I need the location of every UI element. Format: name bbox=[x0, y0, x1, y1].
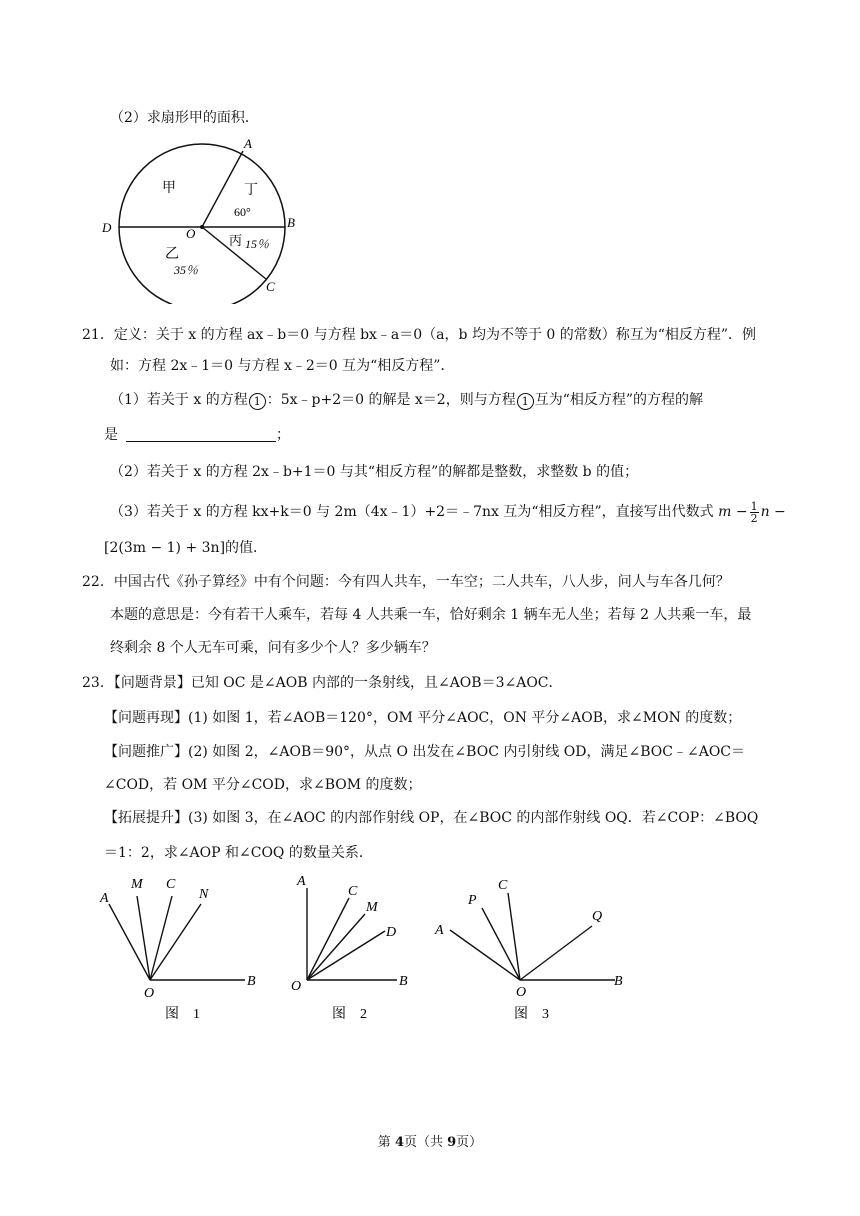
pie-label-c: C bbox=[266, 279, 275, 294]
fig2-label-a: A bbox=[297, 874, 306, 889]
fig3-caption: 图 3 bbox=[514, 1007, 549, 1022]
q21-l3b: ：5x﹣p+2＝0 的解是 x＝2，则与方程 bbox=[266, 392, 516, 408]
page-number: 4 bbox=[394, 1135, 404, 1150]
fig1-label-b: B bbox=[247, 974, 256, 989]
q21-line3 bbox=[110, 390, 703, 410]
pie-label-d: D bbox=[102, 220, 112, 235]
pie-label-ding-angle: 60° bbox=[234, 205, 251, 219]
fig2-label-b: B bbox=[399, 974, 408, 989]
pie-label-b: B bbox=[287, 215, 295, 230]
circled-one: 1 bbox=[517, 393, 534, 410]
figure-2 bbox=[285, 868, 435, 1028]
pie-label-a: A bbox=[244, 136, 252, 151]
q23-line4: ∠COD，若 OM 平分∠COD，求∠BOM 的度数； bbox=[104, 777, 422, 793]
pie-label-bing-pct: 15％ bbox=[245, 237, 270, 251]
pie-label-o: O bbox=[186, 226, 196, 241]
fig2-label-c: C bbox=[348, 884, 358, 899]
pie-label-yi: 乙 bbox=[165, 247, 179, 262]
figure-3 bbox=[430, 868, 640, 1028]
fig2-caption: 图 2 bbox=[332, 1007, 367, 1022]
fig1-label-a: A bbox=[100, 891, 109, 906]
q21-l4end: ； bbox=[276, 427, 290, 443]
q21-line2: 如：方程 2x﹣1＝0 与方程 x﹣2＝0 互为“相反方程”． bbox=[110, 358, 455, 374]
pie-label-yi-pct: 35％ bbox=[174, 263, 199, 277]
pie-label-bing: 丙 bbox=[229, 233, 243, 248]
fig1-label-m: M bbox=[131, 877, 143, 892]
q21-l4: 是 bbox=[104, 427, 118, 443]
fig2-label-d: D bbox=[386, 925, 397, 940]
q21-l3a: （1）若关于 x 的方程 bbox=[110, 392, 248, 408]
fig3-label-a: A bbox=[435, 923, 444, 938]
pie-label-ding: 丁 bbox=[244, 183, 258, 198]
q23-line2: 【问题再现】(1) 如图 1，若∠AOB＝120°，OM 平分∠AOC，ON 平分∠AOB，求∠MON 的度数； bbox=[104, 710, 742, 726]
fig3-label-b: B bbox=[614, 974, 623, 989]
q21-line6 bbox=[110, 497, 786, 527]
q21-l3c: 互为“相反方程”的方程的解 bbox=[534, 392, 704, 408]
circled-one: 1 bbox=[249, 393, 266, 410]
q21-line4 bbox=[104, 425, 290, 445]
fraction-half: $\frac{1}{2}$ bbox=[750, 499, 758, 525]
fig1-label-c: C bbox=[166, 877, 176, 892]
q21-line7: [2(3m − 1) + 3n]的值． bbox=[104, 540, 268, 556]
q23-line1: 23．【问题背景】已知 OC 是∠AOB 内部的一条射线，且∠AOB＝3∠AOC． bbox=[82, 675, 563, 691]
pie-figure bbox=[90, 134, 320, 304]
pie-label-jia: 甲 bbox=[162, 181, 176, 196]
page-footer: 第 4页（共 9页） bbox=[377, 1135, 483, 1150]
answer-blank[interactable] bbox=[126, 427, 276, 442]
fig3-label-c: C bbox=[498, 878, 508, 893]
page-total: 9 bbox=[447, 1135, 457, 1150]
fig2-label-o: O bbox=[291, 979, 302, 994]
fig1-label-o: O bbox=[144, 986, 155, 1001]
q23-line6: ＝1：2，求∠AOP 和∠COQ 的数量关系． bbox=[104, 845, 373, 861]
q21-l6n: n − bbox=[760, 504, 786, 520]
q21-l6m: m − bbox=[718, 504, 748, 520]
q23-line5: 【拓展提升】(3) 如图 3，在∠AOC 的内部作射线 OP，在∠BOC 的内部作射线 OQ．若∠COP：∠BOQ bbox=[104, 810, 759, 826]
fig2-label-m: M bbox=[366, 900, 378, 915]
q21-line1: 21．定义：关于 x 的方程 ax﹣b＝0 与方程 bx﹣a＝0（a，b 均为不等于 0 的常数）称互为“相反方程”．例 bbox=[82, 327, 757, 343]
fig3-label-o: O bbox=[516, 985, 527, 1000]
q22-line1: 22．中国古代《孙子算经》中有个问题：今有四人共车，一车空；二人共车，八人步，问人与车各几何？ bbox=[82, 574, 730, 590]
fig1-label-n: N bbox=[199, 887, 209, 902]
q23-line3: 【问题推广】(2) 如图 2，∠AOB＝90°，从点 O 出发在∠BOC 内引射线 OD，满足∠BOC﹣∠AOC＝ bbox=[104, 744, 746, 760]
fig3-label-q: Q bbox=[592, 909, 603, 924]
fig1-caption: 图 1 bbox=[165, 1007, 200, 1022]
q22-line2: 本题的意思是：今有若干人乘车，若每 4 人共乘一车，恰好剩余 1 辆车无人坐；若每 2 人共乘一车，最 bbox=[110, 607, 752, 623]
q22-line3: 终剩余 8 个人无车可乘，问有多少个人？多少辆车？ bbox=[110, 640, 436, 656]
q21-l6a: （3）若关于 x 的方程 kx+k＝0 与 2m（4x﹣1）+2＝﹣7nx 互为“相反方程”，直接写出代数式 bbox=[110, 504, 714, 520]
fig3-label-p: P bbox=[468, 893, 477, 908]
figure-1 bbox=[95, 868, 265, 1028]
q20-part2: （2）求扇形甲的面积． bbox=[110, 110, 259, 126]
q21-line5: （2）若关于 x 的方程 2x﹣b+1＝0 与其“相反方程”的解都是整数，求整数 b 的值； bbox=[110, 464, 639, 480]
